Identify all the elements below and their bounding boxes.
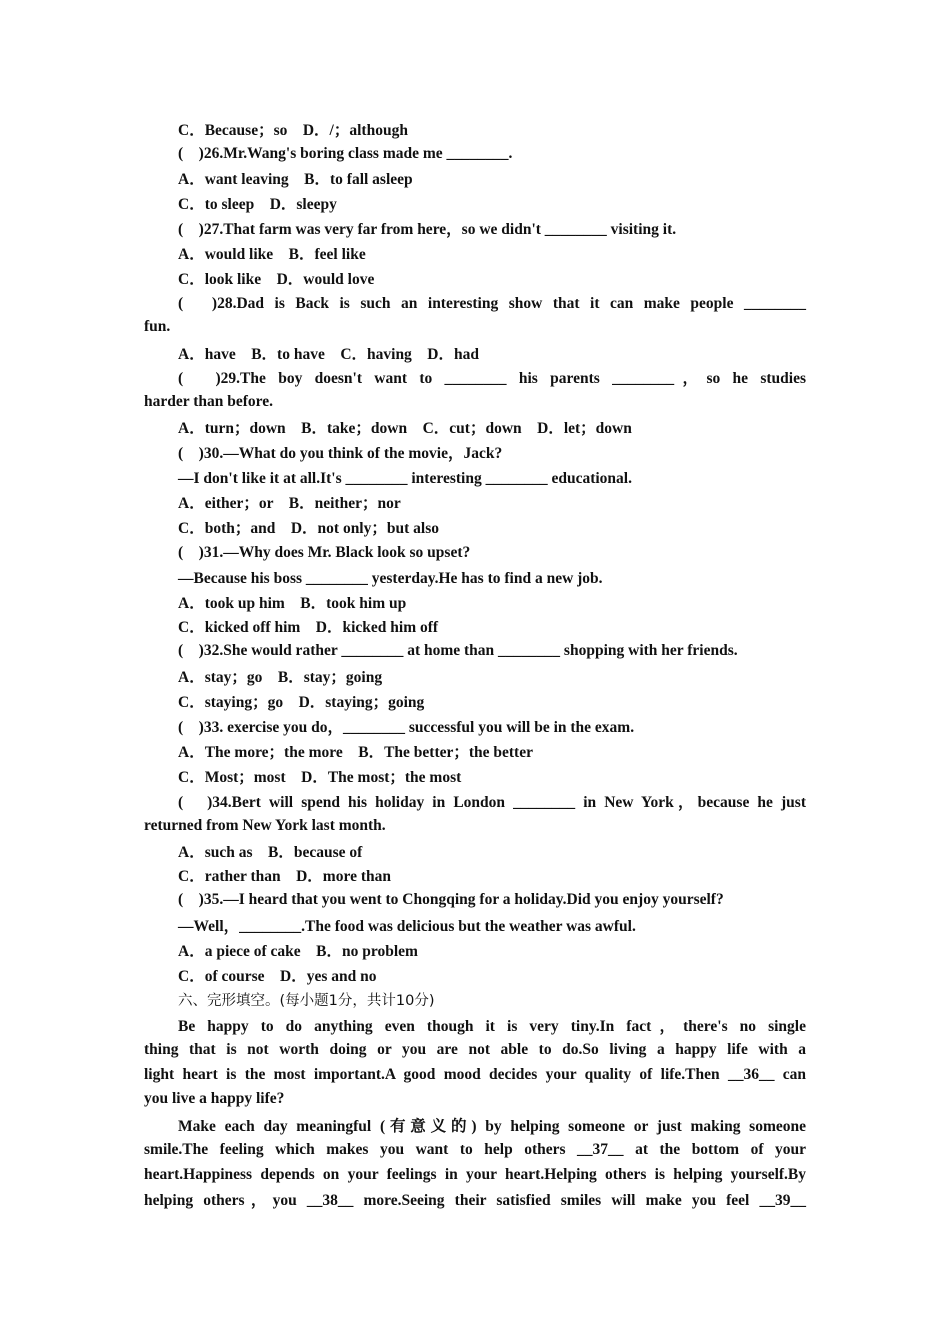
q30-options-ab: A．either；or B．neither；nor: [178, 495, 401, 512]
passage-p1-line1: Be happy to do anything even though it is very tiny.In fact，there's no single: [178, 1018, 806, 1035]
q25-options-cd: C．Because；so D．/；although: [178, 122, 408, 139]
q26-options-ab: A．want leaving B．to fall asleep: [178, 171, 413, 188]
q28-stem-line1: ( )28.Dad is Back is such an interesting show that it can make people ________: [178, 295, 806, 312]
q35-options-ab: A．a piece of cake B．no problem: [178, 943, 418, 960]
q34-options-cd: C．rather than D．more than: [178, 868, 391, 885]
q28-stem-line2: fun.: [144, 318, 171, 335]
q34-stem-line2: returned from New York last month.: [144, 817, 386, 834]
passage-p2-line4: helping others，you __38__ more.Seeing their satisfied smiles will make you feel __39__: [144, 1192, 806, 1209]
q28-options: A．have B．to have C．having D．had: [178, 346, 479, 363]
q35-reply: —Well，________.The food was delicious but the weather was awful.: [178, 918, 636, 935]
q33-options-ab: A．The more；the more B．The better；the better: [178, 744, 533, 761]
q35-options-cd: C．of course D．yes and no: [178, 968, 377, 985]
q31-options-cd: C．kicked off him D．kicked him off: [178, 619, 439, 636]
q34-stem-line1: ( )34.Bert will spend his holiday in London ________ in New York，because he just: [178, 794, 806, 811]
q33-options-cd: C．Most；most D．The most；the most: [178, 769, 462, 786]
q32-options-cd: C．staying；go D．staying；going: [178, 694, 425, 711]
passage-p1-line4: you live a happy life?: [144, 1090, 285, 1107]
q30-options-cd: C．both；and D．not only；but also: [178, 520, 439, 537]
passage-p2-line1: Make each day meaningful (有意义的) by helping someone or just making someone: [178, 1118, 806, 1135]
q30-stem: ( )30.—What do you think of the movie，Jack?: [178, 445, 503, 462]
q26-stem: ( )26.Mr.Wang's boring class made me ________.: [178, 145, 513, 162]
passage-p2-line3: heart.Happiness depends on your feelings in your heart.Helping others is helping yourself.By: [144, 1166, 806, 1183]
q34-options-ab: A．such as B．because of: [178, 844, 363, 861]
q29-stem-line1: ( )29.The boy doesn't want to ________ his parents ________，so he studies: [178, 370, 806, 387]
q29-options: A．turn；down B．take；down C．cut；down D．let；down: [178, 420, 632, 437]
section-heading: 六、完形填空。(每小题1分，共计10分): [178, 993, 435, 1009]
q31-options-ab: A．took up him B．took him up: [178, 595, 407, 612]
passage-p1-line3: light heart is the most important.A good mood decides your quality of life.Then __36__ can: [144, 1066, 806, 1083]
q35-stem: ( )35.—I heard that you went to Chongqing for a holiday.Did you enjoy yourself?: [178, 891, 724, 908]
q27-options-cd: C．look like D．would love: [178, 271, 375, 288]
q26-options-cd: C．to sleep D．sleepy: [178, 196, 337, 213]
q32-stem: ( )32.She would rather ________ at home than ________ shopping with her friends.: [178, 642, 738, 659]
q30-reply: —I don't like it at all.It's ________ interesting ________ educational.: [178, 470, 632, 487]
q31-reply: —Because his boss ________ yesterday.He has to find a new job.: [178, 570, 603, 587]
q27-stem: ( )27.That farm was very far from here，so we didn't ________ visiting it.: [178, 221, 677, 238]
q29-stem-line2: harder than before.: [144, 393, 274, 410]
q33-stem: ( )33. exercise you do，________ successful you will be in the exam.: [178, 719, 635, 736]
q32-options-ab: A．stay；go B．stay；going: [178, 669, 383, 686]
q27-options-ab: A．would like B．feel like: [178, 246, 366, 263]
q31-stem: ( )31.—Why does Mr. Black look so upset?: [178, 544, 471, 561]
passage-p1-line2: thing that is not worth doing or you are not able to do.So living a happy life with a: [144, 1041, 806, 1058]
passage-p2-line2: smile.The feeling which makes you want to help others __37__ at the bottom of your: [144, 1141, 806, 1158]
